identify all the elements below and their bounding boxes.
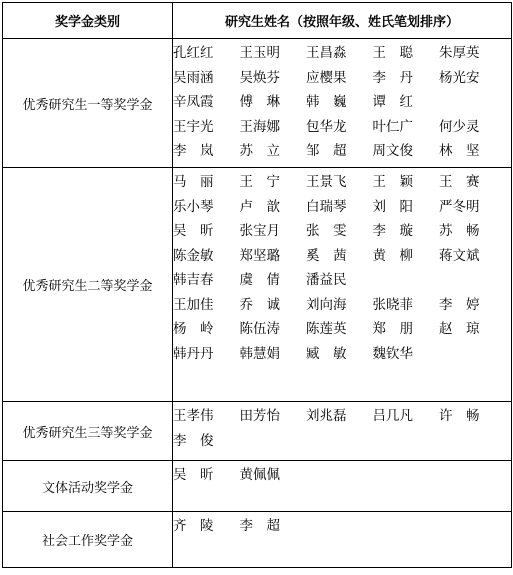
category-header: 奖学金类别: [3, 3, 173, 39]
student-name: 张 雯: [306, 223, 347, 240]
student-name: 林 坚: [439, 143, 480, 160]
student-name: 乔 诚: [239, 296, 280, 313]
student-name: 韩吉春: [173, 272, 214, 289]
names-line: [173, 427, 511, 452]
student-name: 魏钦华: [372, 345, 413, 362]
student-name: 王 颖: [372, 174, 413, 191]
student-name: 蒋文斌: [439, 247, 480, 264]
names-line: [173, 402, 511, 427]
student-name: 应樱果: [306, 69, 347, 86]
student-name: 郑坚璐: [239, 247, 280, 264]
student-name: 杨光安: [439, 69, 480, 86]
student-name: 王孝伟: [173, 408, 214, 425]
student-name: 刘向海: [306, 296, 347, 313]
student-name: 韩 巍: [306, 94, 347, 111]
student-name: 黄佩佩: [239, 467, 280, 484]
names-cell: [173, 461, 512, 512]
student-name: 李 丹: [372, 69, 413, 86]
student-name: 韩丹丹: [173, 345, 214, 362]
student-name: 陈莲英: [306, 321, 347, 338]
category-label: 优秀研究生一等奖学金: [3, 39, 173, 168]
student-name: 李 婷: [439, 296, 480, 313]
names-line: [173, 137, 511, 162]
table-row: [3, 461, 512, 512]
student-name: 李 岚: [173, 143, 214, 160]
scholarship-table: [2, 2, 512, 568]
names-cell: [173, 402, 512, 461]
student-name: 潘益民: [306, 272, 347, 289]
student-name: 刘兆磊: [306, 408, 347, 425]
student-name: 陈金敏: [173, 247, 214, 264]
student-name: 李 俊: [173, 432, 214, 449]
table-row: [3, 168, 512, 402]
student-name: 吴焕芬: [239, 69, 280, 86]
student-name: 黄 柳: [372, 247, 413, 264]
student-name: 王 宁: [239, 174, 280, 191]
table-body: [3, 39, 512, 568]
student-name: 卢 歆: [239, 198, 280, 215]
student-name: 臧 敏: [306, 345, 347, 362]
category-label: 优秀研究生三等奖学金: [3, 402, 173, 461]
student-name: 奚 茜: [306, 247, 347, 264]
student-name: 王玉明: [239, 45, 280, 62]
student-name: 苏 畅: [439, 223, 480, 240]
student-name: 吴 昕: [173, 467, 214, 484]
student-name: 叶仁广: [372, 118, 413, 135]
student-name: 吴雨涵: [173, 69, 214, 86]
student-name: 王宇光: [173, 118, 214, 135]
student-name: 邹 超: [306, 143, 347, 160]
names-cell: [173, 39, 512, 168]
student-name: 李 超: [239, 518, 280, 535]
student-name: 王海娜: [239, 118, 280, 135]
student-name: 孔红红: [173, 45, 214, 62]
names-line: [173, 217, 511, 242]
student-name: 吕几凡: [372, 408, 413, 425]
student-name: 朱厚英: [439, 45, 480, 62]
names-line: [173, 64, 511, 89]
student-name: 吴 昕: [173, 223, 214, 240]
table-row: [3, 39, 512, 168]
names-line: [173, 88, 511, 113]
table-row: [3, 402, 512, 461]
student-name: 陈伍涛: [239, 321, 280, 338]
student-name: 虞 倩: [239, 272, 280, 289]
names-line: [173, 113, 511, 138]
student-name: 李 璇: [372, 223, 413, 240]
student-name: 齐 陵: [173, 518, 214, 535]
student-name: 王加佳: [173, 296, 214, 313]
student-name: 田芳怡: [239, 408, 280, 425]
student-name: 傅 琳: [239, 94, 280, 111]
student-name: 赵 琼: [439, 321, 480, 338]
student-name: 苏 立: [239, 143, 280, 160]
student-name: 许 畅: [439, 408, 480, 425]
student-name: 张晓菲: [372, 296, 413, 313]
category-label: 优秀研究生二等奖学金: [3, 168, 173, 402]
student-name: 王 赛: [439, 174, 480, 191]
student-name: 辛凤霞: [173, 94, 214, 111]
student-name: 韩慧娟: [239, 345, 280, 362]
names-line: [173, 461, 511, 486]
student-name: 王 聪: [372, 45, 413, 62]
names-cell: [173, 512, 512, 568]
names-line: [173, 340, 511, 365]
table-row: [3, 512, 512, 568]
student-name: 张宝月: [239, 223, 280, 240]
category-label: 社会工作奖学金: [3, 512, 173, 568]
student-name: 乐小琴: [173, 198, 214, 215]
student-name: 王昌淼: [306, 45, 347, 62]
student-name: 白瑞琴: [306, 198, 347, 215]
names-line: [173, 168, 511, 193]
student-name: 马 丽: [173, 174, 214, 191]
student-name: 王景飞: [306, 174, 347, 191]
header-row: [3, 3, 512, 39]
names-cell: [173, 168, 512, 402]
names-line: [173, 193, 511, 218]
student-name: 杨 岭: [173, 321, 214, 338]
category-label: 文体活动奖学金: [3, 461, 173, 512]
names-line: [173, 266, 511, 291]
student-name: 刘 阳: [372, 198, 413, 215]
names-line: [173, 315, 511, 340]
student-name: 何少灵: [439, 118, 480, 135]
names-line: [173, 242, 511, 267]
names-line: [173, 39, 511, 64]
student-name: 周文俊: [372, 143, 413, 160]
student-name: 谭 红: [372, 94, 413, 111]
student-name: 郑 朋: [372, 321, 413, 338]
student-name: 严冬明: [439, 198, 480, 215]
student-name: 包华龙: [306, 118, 347, 135]
names-header: 研究生姓名（按照年级、姓氏笔划排序）: [173, 3, 512, 39]
names-line: [173, 512, 511, 537]
names-line: [173, 291, 511, 316]
